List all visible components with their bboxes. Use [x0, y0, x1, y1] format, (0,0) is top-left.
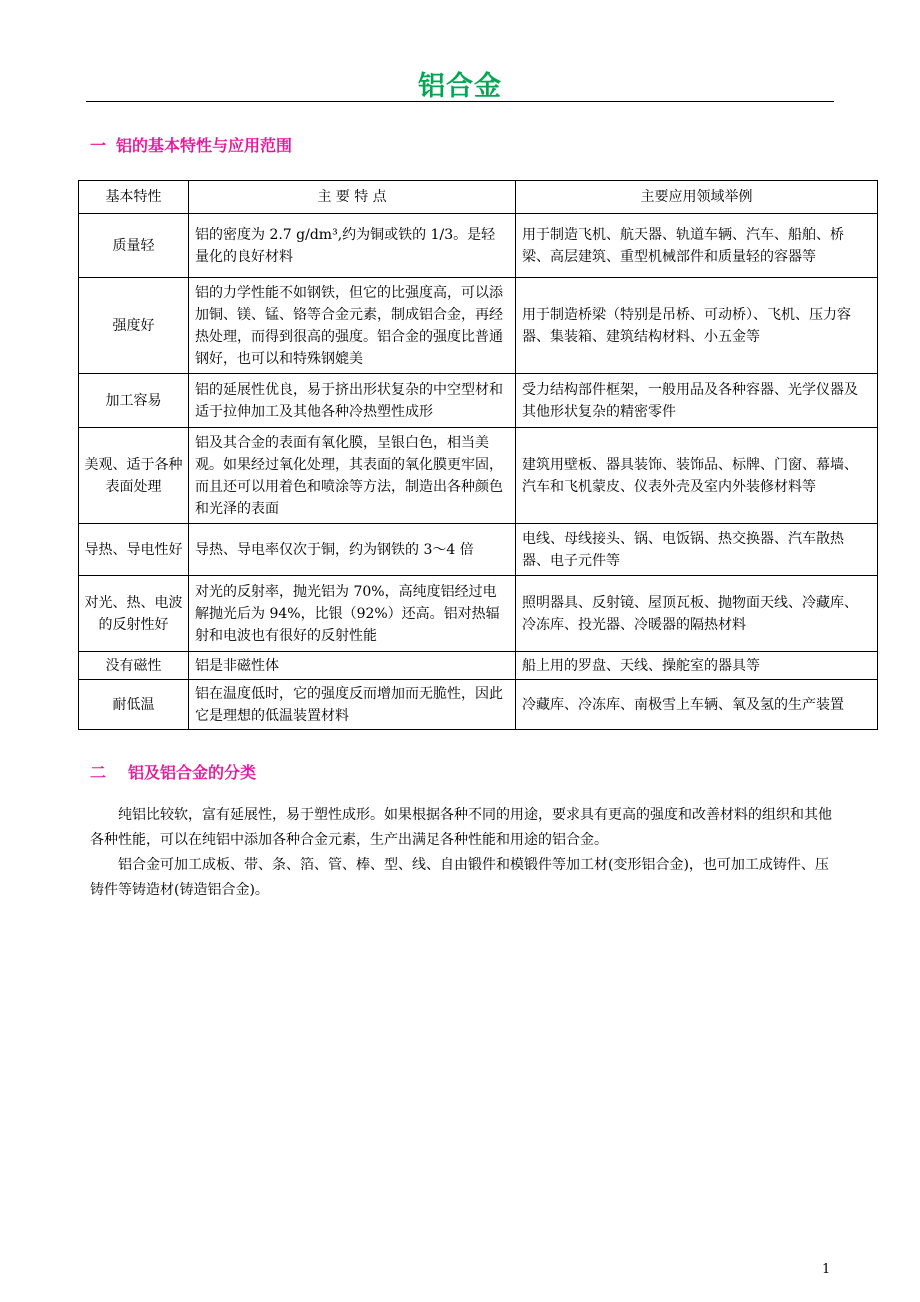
column-header: 基本特性: [79, 181, 189, 214]
paragraph: 铝合金可加工成板、带、条、箔、管、棒、型、线、自由锻件和模锻件等加工材(变形铝合金)，也可加工成铸件、压铸件等铸造材(铸造铝合金)。: [90, 857, 829, 898]
paragraph: 纯铝比较软，富有延展性，易于塑性成形。如果根据各种不同的用途，要求具有更高的强度和改善材料的组织和其他各种性能，可以在纯铝中添加各种合金元素，生产出满足各种性能和用途的铝合金。: [90, 807, 832, 848]
detail-cell: 铝的力学性能不如钢铁，但它的比强度高，可以添加铜、镁、锰、铬等合金元素，制成铝合金，再经热处理，而得到很高的强度。铝合金的强度比普通钢好，也可以和特殊钢媲美: [189, 278, 516, 374]
feature-cell: 美观、适于各种表面处理: [79, 428, 189, 524]
title-underline: [86, 101, 834, 102]
detail-cell: 导热、导电率仅次于铜，约为钢铁的 3～4 倍: [189, 524, 516, 576]
document-title: 铝合金: [418, 71, 502, 102]
detail-cell: 铝在温度低时，它的强度反而增加而无脆性，因此它是理想的低温装置材料: [189, 680, 516, 730]
application-cell: 电线、母线接头、锅、电饭锅、热交换器、汽车散热器、电子元件等: [516, 524, 878, 576]
column-header: 主要应用领域举例: [516, 181, 878, 214]
table-row: [79, 374, 878, 428]
feature-cell: 加工容易: [79, 374, 189, 428]
table-row: [79, 652, 878, 680]
section-heading-2: [90, 760, 256, 783]
application-cell: 船上用的罗盘、天线、操舵室的器具等: [516, 652, 878, 680]
table-row: [79, 680, 878, 730]
feature-cell: 耐低温: [79, 680, 189, 730]
detail-cell: 铝的延展性优良，易于挤出形状复杂的中空型材和适于拉伸加工及其他各种冷热塑性成形: [189, 374, 516, 428]
detail-cell: 铝是非磁性体: [189, 652, 516, 680]
properties-table: [78, 180, 878, 730]
section-number: 二: [90, 763, 107, 782]
table-row: [79, 278, 878, 374]
section-number: 一: [90, 136, 107, 155]
feature-cell: 强度好: [79, 278, 189, 374]
feature-cell: 对光、热、电波的反射性好: [79, 576, 189, 652]
table-header-row: [79, 181, 878, 214]
application-cell: 受力结构部件框架，一般用品及各种容器、光学仪器及其他形状复杂的精密零件: [516, 374, 878, 428]
section-heading-1: [90, 133, 292, 156]
table-row: [79, 524, 878, 576]
page-number: 1: [822, 1262, 831, 1277]
section-title: 铝及铝合金的分类: [128, 763, 257, 782]
detail-cell: 对光的反射率，抛光铝为 70%，高纯度铝经过电解抛光后为 94%，比银（92%）还高。铝对热辐射和电波也有很好的反射性能: [189, 576, 516, 652]
detail-cell: 铝的密度为 2.7 g/dm³,约为铜或铁的 1/3。是轻量化的良好材料: [189, 214, 516, 278]
application-cell: 建筑用壁板、器具装饰、装饰品、标牌、门窗、幕墙、汽车和飞机蒙皮、仪表外壳及室内外装修材料等: [516, 428, 878, 524]
feature-cell: 质量轻: [79, 214, 189, 278]
application-cell: 照明器具、反射镜、屋顶瓦板、抛物面天线、冷藏库、冷冻库、投光器、冷暖器的隔热材料: [516, 576, 878, 652]
feature-cell: 没有磁性: [79, 652, 189, 680]
application-cell: 用于制造桥梁（特别是吊桥、可动桥）、飞机、压力容器、集装箱、建筑结构材料、小五金等: [516, 278, 878, 374]
table-row: [79, 576, 878, 652]
feature-cell: 导热、导电性好: [79, 524, 189, 576]
application-cell: 冷藏库、冷冻库、南极雪上车辆、氧及氢的生产装置: [516, 680, 878, 730]
column-header: 主 要 特 点: [189, 181, 516, 214]
section-title: 铝的基本特性与应用范围: [116, 136, 293, 155]
application-cell: 用于制造飞机、航天器、轨道车辆、汽车、船舶、桥梁、高层建筑、重型机械部件和质量轻的容器等: [516, 214, 878, 278]
table-row: [79, 428, 878, 524]
table-row: [79, 214, 878, 278]
detail-cell: 铝及其合金的表面有氧化膜，呈银白色，相当美观。如果经过氧化处理，其表面的氧化膜更牢固，而且还可以用着色和喷涂等方法，制造出各种颜色和光泽的表面: [189, 428, 516, 524]
